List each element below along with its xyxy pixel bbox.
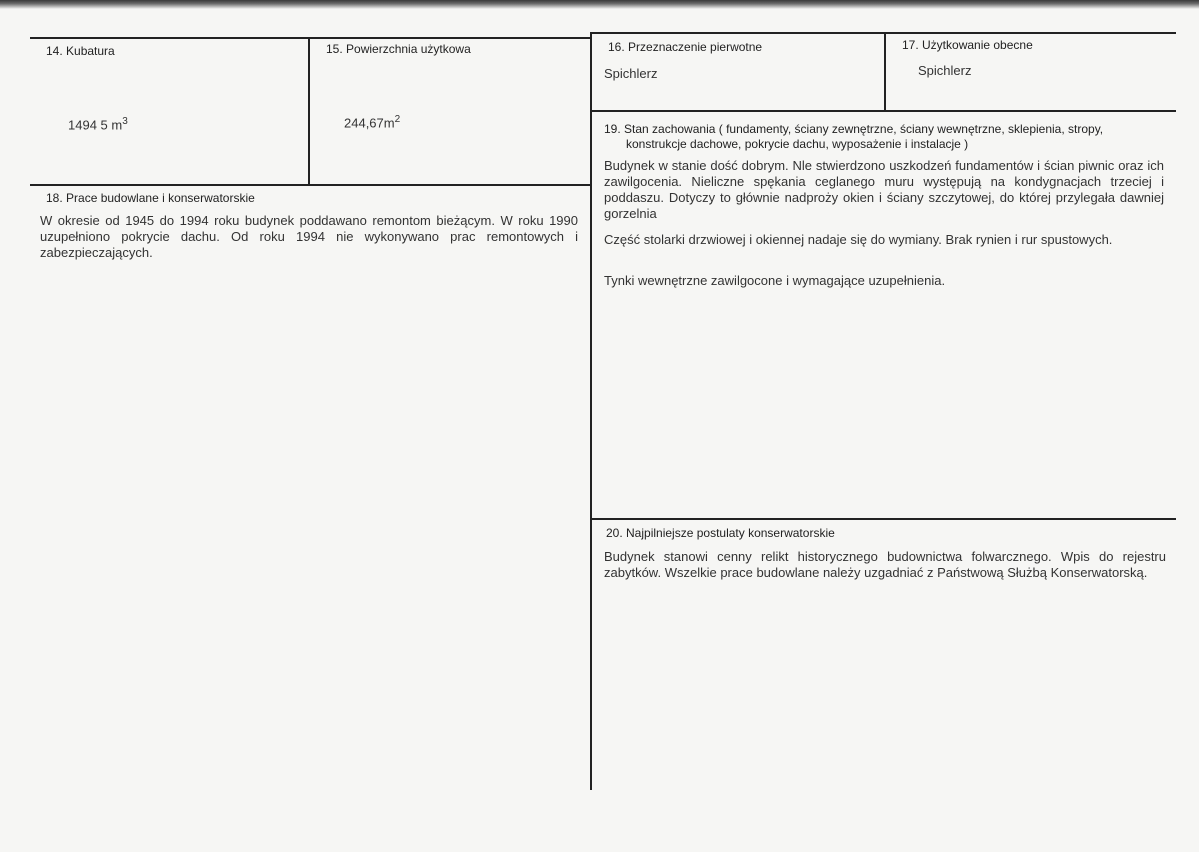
field-19-paragraph-1: Budynek w stanie dość dobrym. Nle stwierdzono uszkodzeń fundamentów i ścian piwnic oraz ich zawilgocenia. Nieliczne spękania ceglanego muru występują na kondygnacjach trzeciej i poddaszu. Dotyczy to głównie nadproży okien i ściany szczytowej, do której przylegała dawniej gorzelnia bbox=[604, 158, 1164, 221]
field-20-label: 20. Najpilniejsze postulaty konserwatorskie bbox=[606, 526, 835, 540]
field-18-label: 18. Prace budowlane i konserwatorskie bbox=[46, 191, 255, 205]
powierzchnia-unit-exponent: 2 bbox=[394, 114, 401, 125]
powierzchnia-number: 244,67m bbox=[344, 115, 395, 131]
field-19-paragraph-2: Część stolarki drzwiowej i okiennej nadaje się do wymiany. Brak rynien i rur spustowych. bbox=[604, 232, 1113, 247]
field-15-label: 15. Powierzchnia użytkowa bbox=[326, 42, 471, 56]
field-14-value bbox=[68, 116, 128, 132]
field-19-label bbox=[604, 122, 1164, 152]
scan-top-edge bbox=[0, 0, 1199, 9]
field-16-value: Spichlerz bbox=[604, 66, 658, 81]
top-border bbox=[30, 37, 590, 39]
divider-14-15 bbox=[308, 37, 310, 185]
field-17-label: 17. Użytkowanie obecne bbox=[902, 38, 1033, 52]
field-19-paragraph-3: Tynki wewnętrzne zawilgocone i wymagające uzupełnienia. bbox=[604, 273, 946, 288]
kubatura-unit-exponent: 3 bbox=[122, 116, 128, 127]
center-divider bbox=[590, 32, 592, 790]
field-19-label-line2: konstrukcje dachowe, pokrycie dachu, wyposażenie i instalacje ) bbox=[626, 137, 969, 151]
field-19-label-line1: 19. Stan zachowania ( fundamenty, ściany zewnętrzne, ściany wewnętrzne, sklepienia, stropy, bbox=[604, 122, 1104, 136]
field-16-label: 16. Przeznaczenie pierwotne bbox=[608, 40, 763, 54]
field-14-label: 14. Kubatura bbox=[46, 44, 115, 58]
top-border-right bbox=[590, 32, 1176, 34]
row16-17-bottom bbox=[590, 110, 1176, 112]
row14-15-bottom bbox=[30, 184, 592, 186]
field-17-value: Spichlerz bbox=[918, 63, 972, 78]
field-15-value bbox=[344, 114, 400, 130]
kubatura-number: 1494 5 m bbox=[68, 117, 123, 133]
divider-16-17 bbox=[884, 32, 886, 110]
section20-top bbox=[590, 518, 1176, 520]
field-20-text: Budynek stanowi cenny relikt historycznego budownictwa folwarcznego. Wpis do rejestru zabytków. Wszelkie prace budowlane należy uzgadniać z Państwową Służbą Konserwatorską. bbox=[604, 549, 1166, 580]
field-18-text: W okresie od 1945 do 1994 roku budynek poddawano remontom bieżącym. W roku 1990 uzupełniono pokrycie dachu. Od roku 1994 nie wykonywano prac remontowych i zabezpieczających. bbox=[40, 213, 578, 260]
